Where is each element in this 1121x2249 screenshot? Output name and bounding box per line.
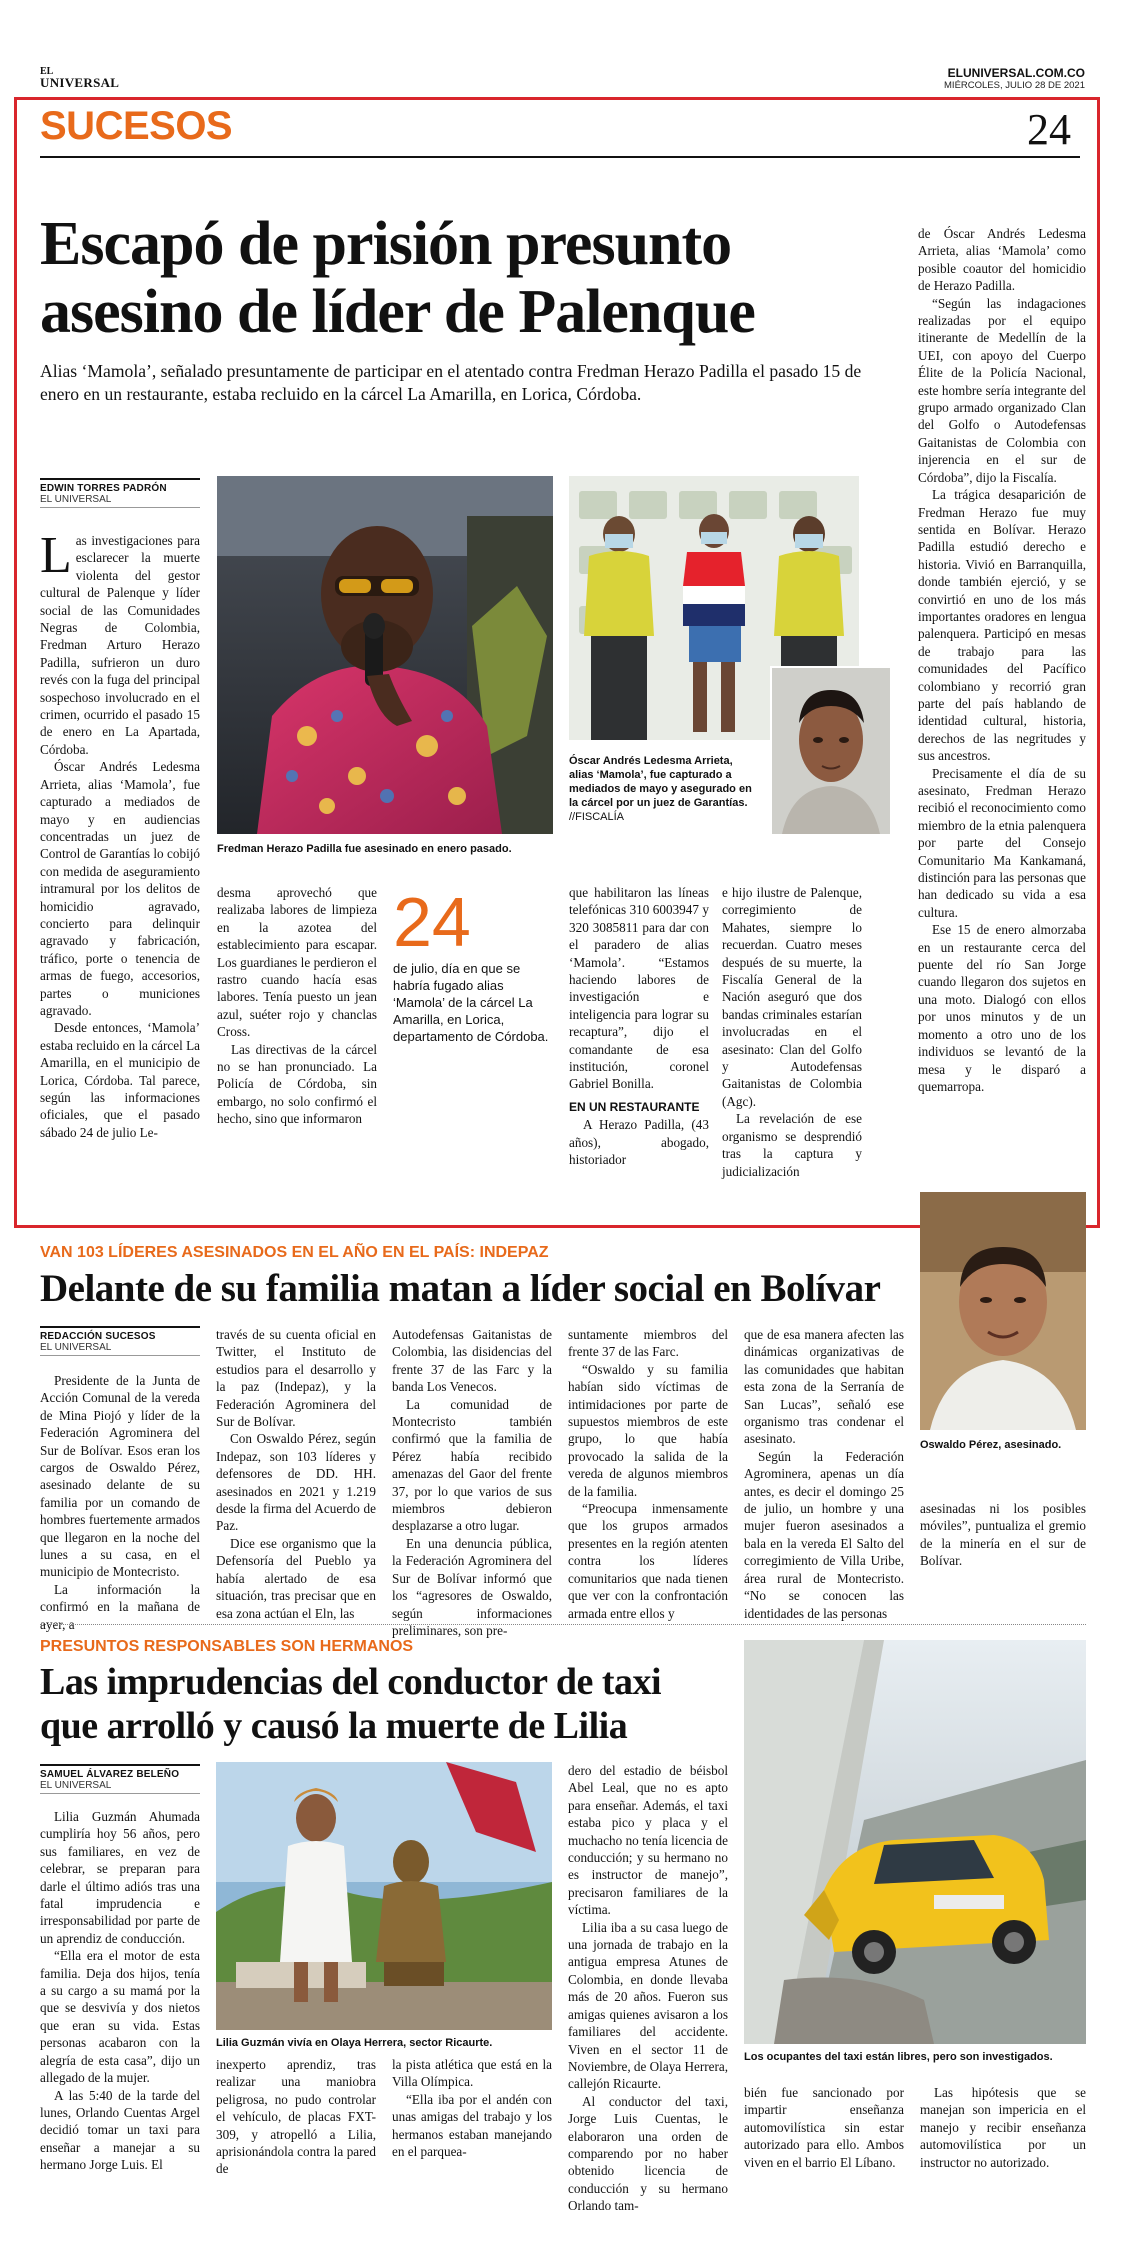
deck: Alias ‘Mamola’, señalado presuntamente de participar en el atentado contra Fredman Herazo Padilla el pasado 15 de enero en un restaurante, estaba recluido en la cárcel La Amarilla, en Lorica, Córdoba. [40,361,862,404]
headline-line2: asesino de líder de Palenque [40,278,755,346]
byline-author: SAMUEL ÁLVAREZ BELEÑO [40,1764,200,1780]
paragraph: Ese 15 de enero almorzaba en un restaurante cerca del puente del río San Jorge cuando llegaron dos sujetos en una moto. Dialogó con ellos por unos minutos y de un momento a otro uno de los individuos se levantó de la mesa y le disparó a quemarropa. [918,922,1086,1094]
article3-col6 [920,2084,1086,2171]
paragraph: suntamente miembros del frente 37 de las Farc. [568,1327,728,1360]
stat-number: 24 [393,883,471,961]
paragraph: En una denuncia pública, la Federación Agrominera del Sur de Bolívar informó que los “agresores de Oswaldo, según informaciones preliminares, son pre- [392,1535,552,1638]
article2-col1 [40,1372,200,1633]
paragraph: Las investigaciones para esclarecer la muerte violenta del gestor cultural de Palenque y líder social de las Comunidades Negras de Colombia, Fredman Arturo Herazo Padilla, sufrieron un duro revés con la fuga del principal sospechoso involucrado en el crimen, ocurrido el pasado 15 de enero en La Apartada, Córdoba. [40,527,200,757]
article3-col4 [568,1762,728,2215]
article3-kicker: PRESUNTOS RESPONSABLES SON HERMANOS [40,1638,414,1655]
paragraph: Las hipótesis que se manejan son impericia en el manejo y recibir enseñanza automovilística por un instructor no autorizado. [920,2085,1086,2170]
paragraph: La comunidad de Montecristo también confirmó que la familia de Pérez había recibido amenazas del Gaor del frente 37, por lo que varios de sus miembros debieron desplazarse a otro lugar. [392,1396,552,1534]
section-rule [40,156,1080,158]
byline-org: EL UNIVERSAL [40,494,200,508]
masthead-logo [40,66,119,88]
paragraph: Precisamente el día de su asesinato, Fredman Herazo recibió el reconocimiento como miembro de la etnia palenquera por parte del Consejo Comunitario Ma Kankamaná, distinción para las personas que han dedicado su vida a esa cultura. [918,765,1086,920]
article1-col1 [40,527,200,1141]
subhead: EN UN RESTAURANTE [569,1099,700,1114]
mamola-portrait-image [772,668,890,834]
paragraph: “Preocupa inmensamente que los grupos armados presentes en la región atenten contra los líderes comunitarios que nada tienen que ver con la confrontación armada entre ellos y [568,1501,728,1621]
photo-credit: //FISCALÍA [569,811,625,823]
site-url: ELUNIVERSAL.COM.CO [947,66,1085,80]
photo-fredman-caption: Fredman Herazo Padilla fue asesinado en enero pasado. [217,843,512,855]
article1-col4 [569,884,709,1169]
article3-headline [40,1660,740,1748]
article2-col4 [568,1326,728,1622]
article3-byline [40,1764,200,1794]
paragraph: Dice ese organismo que la Defensoría del Pueblo ya había alertado de esa situación, tras precisar que en esa zona actúan el Eln, las [216,1535,376,1621]
paragraph: asesinadas ni los posibles móviles”, puntualiza el gremio de la minería en el sur de Bolívar. [920,1501,1086,1569]
paragraph: desma aprovechó que realizaba labores de limpieza en la azotea del establecimiento para escapar. Los guardianes le perdieron el rastro cuando hacía esas labores. Tenía puesto un jean azul, suéter rojo y chanclas Cross. [217,885,377,1040]
photo-oswaldo-caption: Oswaldo Pérez, asesinado. [920,1439,1062,1451]
article1-col5 [722,884,862,1180]
article3-col1 [40,1808,200,2174]
paragraph: inexperto aprendiz, tras realizar una maniobra peligrosa, no pudo controlar el vehículo, de placas FXT-309, y atropelló a Lilia, aprisionándola contra la pared de [216,2057,376,2177]
photo-lilia [216,1762,552,2030]
photo-capture-caption: Óscar Andrés Ledesma Arrieta, alias ‘Mamola’, fue capturado a mediados de mayo y asegurado en la cárcel por un juez de Garantías. //FISCALÍA [569,755,752,823]
paragraph: Lilia Guzmán Ahumada cumpliría hoy 56 años, pero sus familiares, en vez de celebrar, se preparan para darle el último adiós tras una fatal imprudencia e irresponsabilidad por parte de un aprendiz de conducción. [40,1809,200,1946]
section-divider [40,1624,1086,1625]
paragraph: Con Oswaldo Pérez, según Indepaz, son 103 líderes y defensores de DD. HH. asesinados en 2021 y 1.219 desde la firma del Acuerdo de Paz. [216,1431,376,1534]
paragraph: Óscar Andrés Ledesma Arrieta, alias ‘Mamola’, fue capturado a mediados de mayo y en audiencias concentradas un juez de Control de Garantías lo cobijó con medida de aseguramiento intramural por los delitos de homicidio agravado, concierto para delinquir agravado y fabricación, tráfico, porte o tenencia de armas de fuego, accesorios, partes o municiones agravado. [40,759,200,1018]
paragraph: Lilia iba a su casa luego de una jornada de trabajo en la antigua empresa Atunes de Colombia, en donde llevaba más de 20 años. Fueron sus amigas quienes avisaron a los familiares del accidente. Viven en el sector 11 de Noviembre, de Olaya Herrera, callejón Ricaurte. [568,1919,729,2092]
article2-col5 [744,1326,904,1622]
byline-block [40,478,200,508]
headline-line1: Escapó de prisión presunto [40,210,732,278]
paragraph: La revelación de ese organismo se desprendió tras la captura y judicialización [722,1111,862,1179]
byline-org: EL UNIVERSAL [40,1780,200,1794]
photo-lilia-caption: Lilia Guzmán vivía en Olaya Herrera, sector Ricaurte. [216,2037,493,2049]
page-number: 24 [1027,105,1071,154]
paragraph: través de su cuenta oficial en Twitter, el Instituto de estudios para el desarrollo y la paz (Indepaz), y la Federación Agrominera del Sur de Bolívar. [216,1327,376,1430]
paragraph: “Ella iba por el andén con unas amigas del trabajo y los hermanos estaban manejando en el parquea- [392,2091,552,2160]
paragraph: A las 5:40 de la tarde del lunes, Orlando Cuentas Argel decidió tomar un taxi para enseñar a manejar a su hermano Jorge Luis. El [40,2087,200,2173]
article2-byline [40,1326,200,1356]
stat-text: de julio, día en que se habría fugado alias ‘Mamola’ de la cárcel La Amarilla, en Lorica, departamento de Córdoba. [393,961,549,1044]
paragraph: de Óscar Andrés Ledesma Arrieta, alias ‘Mamola’ como posible coautor del homicidio de Herazo Padilla. [918,226,1086,294]
paragraph: Autodefensas Gaitanistas de Colombia, las disidencias del frente 37 de las Farc y la banda Los Venecos. [392,1327,552,1395]
logo-line1: EL [40,66,54,77]
article2-headline: Delante de su familia matan a líder social en Bolívar [40,1267,881,1310]
photo-fredman [217,476,553,834]
byline-author: EDWIN TORRES PADRÓN [40,478,200,494]
paragraph: dero del estadio de béisbol Abel Leal, que no es apto para enseñar. Además, el taxi estaba pico y placa y el muchacho no tenía licencia de conducción; y su hermano no es instructor de manejo”, precisaron familiares de la víctima. [568,1763,728,1918]
paragraph: “Ella era el motor de esta familia. Deja dos hijos, tenía a su cargo a su mamá por la que se desvivía y dos nietos que eran su vida. Estas personas acabaron con la alegría de esta casa”, dijo un allegado de la mujer. [40,1948,200,2086]
article3-col3 [392,2056,552,2160]
stat-callout [393,884,553,1045]
paragraph: Presidente de la Junta de Acción Comunal de la vereda de Mina Piojó y líder de la Federación Agrominera del Sur de Bolívar. Esos eran los cargos de Oswaldo Pérez, asesinado delante de su familia por un comando de hombres fuertemente armados que llegaron en la noche del lunes a su casa, en el municipio de Montecristo. [40,1373,200,1580]
paragraph: “Según las indagaciones realizadas por el equipo itinerante de Medellín de la UEI, con apoyo del Cuerpo Élite de la Policía Nacional, este hombre sería integrante del grupo armado organizado Clan del Golfo o Autodefensas Gaitanistas de Colombia con injerencia en el sur de Córdoba”, dijo la Fiscalía. [918,295,1086,485]
article2-kicker: VAN 103 LÍDERES ASESINADOS EN EL AÑO EN EL PAÍS: INDEPAZ [40,1244,549,1261]
headline [40,210,920,346]
drop-cap: L [40,527,72,584]
paragraph: La trágica desaparición de Fredman Herazo fue muy sentida en Bolívar. Herazo Padilla estudió derecho e historia. Vivió en Barranquilla, donde también ejerció, y se convirtió en uno de los más importantes oradores en lengua palenquera. Participó en mesas de trabajo para las comunidades del Pacífico colombiano y recorrió gran parte del país hablando de identidad cultural, historia, derechos de las negritudes y sus ancestros. [918,487,1086,764]
paragraph: que habilitaron las líneas telefónicas 310 6003947 y 320 3085811 para dar con el paradero de alias ‘Mamola’. “Estamos haciendo labores de investigación e inteligencia para lograr su recaptura”, dijo el comandante de esa institución, coronel Gabriel Bonilla. [569,885,709,1092]
article1-col2 [217,884,377,1128]
issue-date: MIÉRCOLES, JULIO 28 DE 2021 [944,80,1085,91]
paragraph: e hijo ilustre de Palenque, corregimiento de Mahates, siempre lo recuerdan. Cuatro meses después de su muerte, la Fiscalía General de la Nación aseguró que dos bandas criminales estarían involucradas en el asesinato: Clan del Golfo y Autodefensas Gaitanistas de Colombia (Agc). [722,885,862,1109]
paragraph: La información la confirmó en la mañana de ayer, a [40,1581,200,1632]
headline-line2: que arrolló y causó la muerte de Lilia [40,1705,628,1747]
section-name: SUCESOS [40,104,233,148]
fredman-image [217,476,553,834]
photo-taxi-caption: Los ocupantes del taxi están libres, pero son investigados. [744,2051,1053,2063]
paragraph: Las directivas de la cárcel no se han pronunciado. La Policía de Córdoba, sin embargo, no solo confirmó el hecho, sino que informaron [217,1041,377,1127]
article2-col3 [392,1326,552,1639]
logo-line2: UNIVERSAL [40,75,120,90]
paragraph: “Oswaldo y su familia habían sido víctimas de intimidaciones por parte de supuestos miembros de este grupo, lo que había provocado la salida de la vereda de algunos miembros de la familia. [568,1361,728,1499]
headline-line1: Las imprudencias del conductor de taxi [40,1661,662,1703]
lilia-image [216,1762,552,2030]
photo-oswaldo [920,1192,1086,1430]
article2-col2 [216,1326,376,1622]
photo-mamola-portrait [770,666,892,836]
paragraph: Según la Federación Agrominera, apenas un día antes, es decir el domingo 25 de julio, un hombre y una mujer fueron asesinados a bala en la vereda El Salto del corregimiento de Villa Uribe, área rural de Montecristo. “No se conocen las identidades de las personas [744,1448,904,1621]
article3-col5 [744,2084,904,2171]
paragraph: A Herazo Padilla, (43 años), abogado, historiador [569,1117,709,1168]
paragraph: bién fue sancionado por impartir enseñanza automovilística sin estar autorizado para ello. Ambos viven en el barrio El Líbano. [744,2085,904,2170]
paragraph: que de esa manera afecten las dinámicas organizativas de las comunidades que habitan esta zona de la Serranía de San Lucas”, señaló ese organismo tras condenar el asesinato. [744,1327,904,1447]
byline-author: REDACCIÓN SUCESOS [40,1326,200,1342]
byline-org: EL UNIVERSAL [40,1342,200,1356]
photo-taxi [744,1640,1086,2044]
article3-col2 [216,2056,376,2178]
article2-col6 [920,1500,1086,1570]
taxi-image [744,1640,1086,2044]
article1-col6 [918,225,1086,1095]
paragraph: la pista atlética que está en la Villa Olímpica. [392,2057,552,2090]
paragraph: Desde entonces, ‘Mamola’ estaba recluido en la cárcel La Amarilla, en el municipio de Lorica, Córdoba. Tal parece, según las informaciones oficiales, que el pasado sábado 24 de julio Le- [40,1020,200,1140]
oswaldo-image [920,1192,1086,1430]
paragraph: Al conductor del taxi, Jorge Luis Cuentas, le elaboraron una orden de comparendo por no haber obtenido licencia de conducción y su hermano Orlando tam- [568,2093,728,2214]
